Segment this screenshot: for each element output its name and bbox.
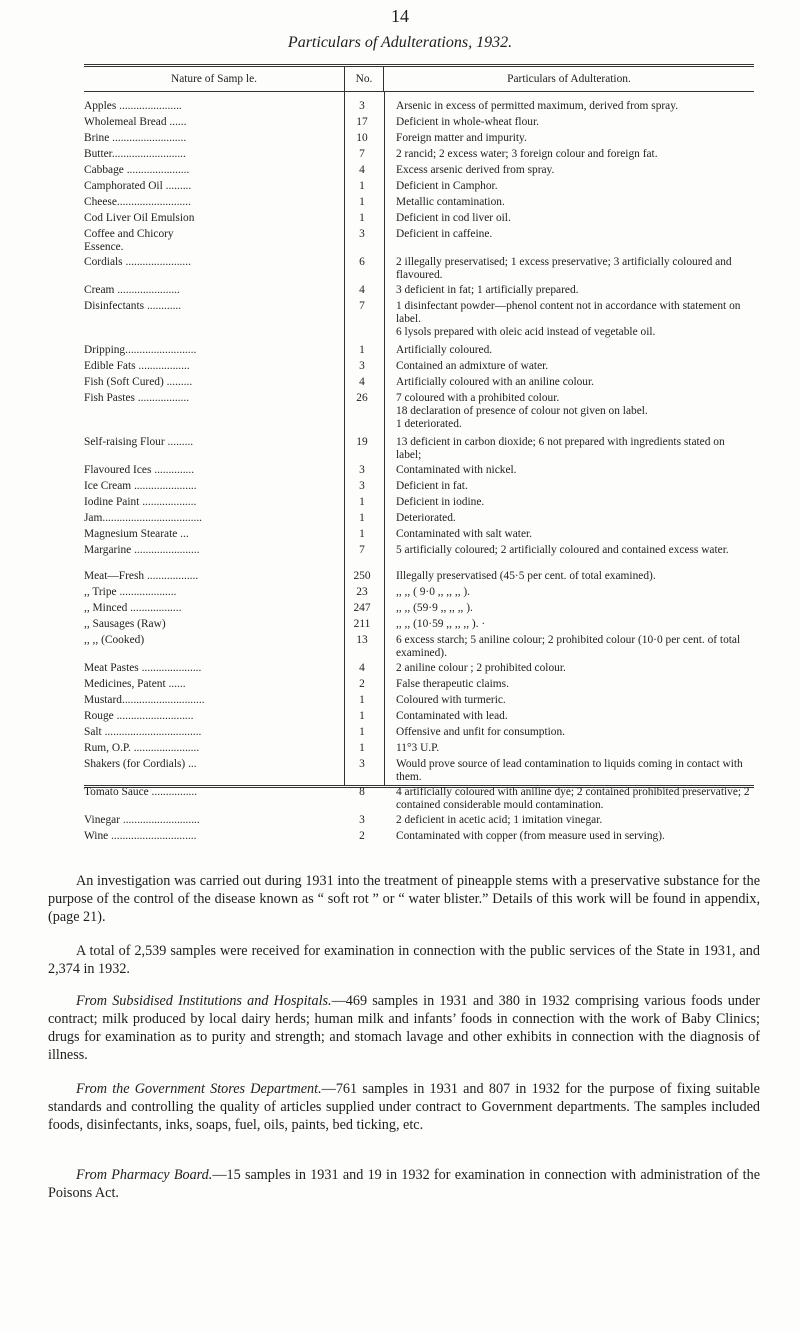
sample-count: 2	[359, 678, 365, 690]
sample-name: Brine ..........................	[84, 132, 187, 144]
table-row	[84, 528, 754, 541]
sample-name: ,, ,, (Cooked)	[84, 634, 145, 646]
sample-count: 1	[359, 496, 365, 508]
page-number: 14	[391, 6, 409, 26]
sample-count: 247	[353, 602, 371, 614]
table-row	[84, 300, 754, 339]
adulteration-particulars: 7 coloured with a prohibited colour. 18 declaration of presence of colour not given on label. 1 deteriorated.	[396, 392, 648, 430]
paragraph-text: —761 samples in 1931 and 807 in 1932 for the purpose of fixing suitable standards and controlling the quality of articles supplied under contract to Government departments. The samples included foods, disinfectants, inks, soaps, fuel, oils, paints, bed ticking, etc.	[48, 1081, 760, 1133]
adulteration-particulars: ,, ,, (59·9 ,, ,, ,, ).	[396, 602, 473, 614]
adulteration-particulars: 2 rancid; 2 excess water; 3 foreign colour and foreign fat.	[396, 148, 658, 160]
adulteration-particulars: Deficient in iodine.	[396, 496, 485, 508]
table-row	[84, 634, 754, 660]
table-header	[84, 67, 754, 92]
table-row	[84, 132, 754, 145]
sample-count: 1	[359, 742, 365, 754]
sample-count: 3	[359, 480, 365, 492]
adulteration-particulars: 2 deficient in acetic acid; 1 imitation vinegar.	[396, 814, 603, 826]
sample-name: Disinfectants ............	[84, 300, 182, 312]
sample-name: Salt ..................................	[84, 726, 202, 738]
sample-name: Meat Pastes .....................	[84, 662, 202, 674]
adulteration-particulars: Artificially coloured.	[396, 344, 493, 356]
sample-name: Margarine .......................	[84, 544, 200, 556]
paragraph-lead: From Pharmacy Board.	[76, 1167, 213, 1183]
adulterations-table	[84, 64, 754, 842]
sample-name: Medicines, Patent ......	[84, 678, 186, 690]
sample-name: Cream ......................	[84, 284, 180, 296]
sample-name: ,, Tripe ....................	[84, 586, 177, 598]
table-row	[84, 180, 754, 193]
table-row	[84, 212, 754, 225]
sample-count: 7	[359, 148, 365, 160]
sample-name: Coffee and Chicory Essence.	[84, 228, 174, 253]
sample-count: 1	[359, 694, 365, 706]
sample-count: 4	[359, 376, 365, 388]
table-body	[84, 92, 754, 842]
sample-count: 3	[359, 360, 365, 372]
table-row	[84, 496, 754, 509]
table-row	[84, 694, 754, 707]
paragraph	[48, 1166, 760, 1202]
adulteration-particulars: 11°3 U.P.	[396, 742, 440, 754]
table-row	[84, 436, 754, 462]
paragraph-text: An investigation was carried out during 1931 into the treatment of pineapple stems with a preservative substance for the purpose of the control of the disease known as “ soft rot ” or “ water blister.” Details of this work will be found in appendix, (page 21).	[48, 873, 760, 925]
sample-name: ,, Sausages (Raw)	[84, 618, 166, 630]
sample-count: 17	[356, 116, 368, 128]
sample-count: 3	[359, 100, 365, 112]
table-row	[84, 678, 754, 691]
sample-count: 1	[359, 212, 365, 224]
sample-name: Mustard.............................	[84, 694, 205, 706]
sample-name: Wine ..............................	[84, 830, 197, 842]
sample-name: Fish (Soft Cured) .........	[84, 376, 193, 388]
paragraph-lead: From Subsidised Institutions and Hospitals.	[76, 993, 332, 1009]
sample-count: 3	[359, 758, 365, 770]
sample-count: 23	[356, 586, 368, 598]
adulteration-particulars: Illegally preservatised (45·5 per cent. of total examined).	[396, 570, 656, 582]
adulteration-particulars: Foreign matter and impurity.	[396, 132, 527, 144]
adulteration-particulars: 2 aniline colour ; 2 prohibited colour.	[396, 662, 566, 674]
adulteration-particulars: Artificially coloured with an aniline colour.	[396, 376, 595, 388]
table-row	[84, 662, 754, 675]
sample-name: Apples ......................	[84, 100, 182, 112]
table-row	[84, 228, 754, 254]
adulteration-particulars: Excess arsenic derived from spray.	[396, 164, 555, 176]
sample-count: 4	[359, 164, 365, 176]
sample-name: Rum, O.P. .......................	[84, 742, 200, 754]
sample-name: Meat—Fresh ..................	[84, 570, 199, 582]
adulteration-particulars: Contained an admixture of water.	[396, 360, 549, 372]
table-row	[84, 100, 754, 113]
table-row	[84, 344, 754, 357]
table-row	[84, 464, 754, 477]
sample-name: Vinegar ...........................	[84, 814, 200, 826]
adulteration-particulars: Deficient in cod liver oil.	[396, 212, 511, 224]
paragraph	[48, 1080, 760, 1134]
sample-count: 6	[359, 256, 365, 268]
table-row	[84, 376, 754, 389]
sample-name: Tomato Sauce ................	[84, 786, 198, 798]
table-row	[84, 392, 754, 431]
table-row	[84, 830, 754, 843]
sample-count: 13	[356, 634, 368, 646]
sample-name: Butter..........................	[84, 148, 186, 160]
adulteration-particulars: Contaminated with salt water.	[396, 528, 533, 540]
sample-name: Cheese..........................	[84, 196, 191, 208]
table-row	[84, 710, 754, 723]
sample-count: 19	[356, 436, 368, 448]
sample-count: 26	[356, 392, 368, 404]
table-row	[84, 758, 754, 784]
sample-name: Cod Liver Oil Emulsion	[84, 212, 195, 224]
sample-name: Wholemeal Bread ......	[84, 116, 187, 128]
table-row	[84, 164, 754, 177]
sample-count: 4	[359, 662, 365, 674]
table-row	[84, 196, 754, 209]
table-row	[84, 360, 754, 373]
sample-count: 1	[359, 710, 365, 722]
sample-count: 3	[359, 814, 365, 826]
sample-count: 10	[356, 132, 368, 144]
adulteration-particulars: 4 artificially coloured with aniline dye; 2 contained prohibited preservative; 2 contained considerable mould contamination.	[396, 786, 750, 811]
adulteration-particulars: Deteriorated.	[396, 512, 456, 524]
page-title: Particulars of Adulterations, 1932.	[287, 34, 513, 51]
adulteration-particulars: Contaminated with copper (from measure used in serving).	[396, 830, 665, 842]
table-row	[84, 544, 754, 557]
sample-count: 8	[359, 786, 365, 798]
sample-name: Fish Pastes ..................	[84, 392, 190, 404]
sample-name: Ice Cream ......................	[84, 480, 197, 492]
adulteration-particulars: Deficient in fat.	[396, 480, 468, 492]
table-row	[84, 586, 754, 599]
adulteration-particulars: 6 excess starch; 5 aniline colour; 2 prohibited colour (10·0 per cent. of total examined).	[396, 634, 741, 659]
sample-name: Cordials .......................	[84, 256, 191, 268]
sample-name: Rouge ...........................	[84, 710, 194, 722]
paragraph	[48, 872, 760, 926]
sample-name: Magnesium Stearate ...	[84, 528, 189, 540]
table-row	[84, 570, 754, 583]
sample-count: 3	[359, 228, 365, 240]
table-row	[84, 148, 754, 161]
sample-count: 1	[359, 512, 365, 524]
paragraph-text: A total of 2,539 samples were received for examination in connection with the public services of the State in 1931, and 2,374 in 1932.	[48, 943, 760, 977]
sample-count: 4	[359, 284, 365, 296]
adulteration-particulars: Would prove source of lead contamination to liquids coming in contact with them.	[396, 758, 743, 783]
sample-count: 250	[353, 570, 371, 582]
table-row	[84, 786, 754, 812]
table-row	[84, 256, 754, 282]
sample-name: Jam...................................	[84, 512, 203, 524]
adulteration-particulars: Contaminated with nickel.	[396, 464, 517, 476]
sample-name: Dripping.........................	[84, 344, 197, 356]
sample-name: Cabbage ......................	[84, 164, 190, 176]
sample-count: 7	[359, 300, 365, 312]
adulteration-particulars: ,, ,, ( 9·0 ,, ,, ,, ).	[396, 586, 471, 598]
adulteration-particulars: Coloured with turmeric.	[396, 694, 506, 706]
sample-name: ,, Minced ..................	[84, 602, 182, 614]
header-no: No.	[344, 67, 384, 91]
sample-count: 7	[359, 544, 365, 556]
sample-count: 1	[359, 180, 365, 192]
table-row	[84, 618, 754, 631]
paragraph-text: —15 samples in 1931 and 19 in 1932 for examination in connection with administration of the Poisons Act.	[48, 1167, 760, 1201]
header-nature: Nature of Samp le.	[170, 73, 258, 85]
sample-name: Shakers (for Cordials) ...	[84, 758, 197, 770]
adulteration-particulars: Deficient in Camphor.	[396, 180, 498, 192]
sample-name: Camphorated Oil .........	[84, 180, 192, 192]
table-row	[84, 116, 754, 129]
adulteration-particulars: False therapeutic claims.	[396, 678, 509, 690]
sample-name: Self-raising Flour .........	[84, 436, 194, 448]
sample-count: 211	[353, 618, 371, 630]
adulteration-particulars: 1 disinfectant powder—phenol content not in accordance with statement on label. 6 lysols prepared with oleic acid instead of vegetable oil.	[396, 300, 741, 338]
table-row	[84, 814, 754, 827]
sample-name: Flavoured Ices ..............	[84, 464, 195, 476]
table-row	[84, 284, 754, 297]
paragraph-text: —469 samples in 1931 and 380 in 1932 comprising various foods under contract; milk produced by local dairy herds; human milk and infants’ foods in connection with the work of Baby Clinics; drugs for examination as to purity and strength; and stomach lavage and other exhibits in connection with the diagnosis of illness.	[48, 993, 760, 1063]
sample-count: 1	[359, 344, 365, 356]
adulteration-particulars: ,, ,, (10·59 ,, ,, ,, ). ·	[396, 618, 486, 630]
adulteration-particulars: 13 deficient in carbon dioxide; 6 not prepared with ingredients stated on label;	[396, 436, 725, 461]
table-row	[84, 602, 754, 615]
table-row	[84, 512, 754, 525]
table-row	[84, 480, 754, 493]
sample-name: Iodine Paint ...................	[84, 496, 197, 508]
paragraph-lead: From the Government Stores Department.	[76, 1081, 322, 1097]
sample-count: 1	[359, 726, 365, 738]
adulteration-particulars: Deficient in whole-wheat flour.	[396, 116, 539, 128]
sample-count: 3	[359, 464, 365, 476]
adulteration-particulars: 2 illegally preservatised; 1 excess preservative; 3 artificially coloured and flavoured.	[396, 256, 732, 281]
header-particulars: Particulars of Adulteration.	[507, 73, 631, 85]
adulteration-particulars: 5 artificially coloured; 2 artificially coloured and contained excess water.	[396, 544, 729, 556]
sample-name: Edible Fats ..................	[84, 360, 190, 372]
table-row	[84, 742, 754, 755]
sample-count: 2	[359, 830, 365, 842]
sample-count: 1	[359, 528, 365, 540]
adulteration-particulars: Deficient in caffeine.	[396, 228, 493, 240]
sample-count: 1	[359, 196, 365, 208]
adulteration-particulars: 3 deficient in fat; 1 artificially prepared.	[396, 284, 579, 296]
adulteration-particulars: Contaminated with lead.	[396, 710, 508, 722]
paragraph	[48, 992, 760, 1064]
table-row	[84, 726, 754, 739]
adulteration-particulars: Arsenic in excess of permitted maximum, derived from spray.	[396, 100, 679, 112]
paragraph	[48, 942, 760, 978]
adulteration-particulars: Offensive and unfit for consumption.	[396, 726, 566, 738]
adulteration-particulars: Metallic contamination.	[396, 196, 505, 208]
